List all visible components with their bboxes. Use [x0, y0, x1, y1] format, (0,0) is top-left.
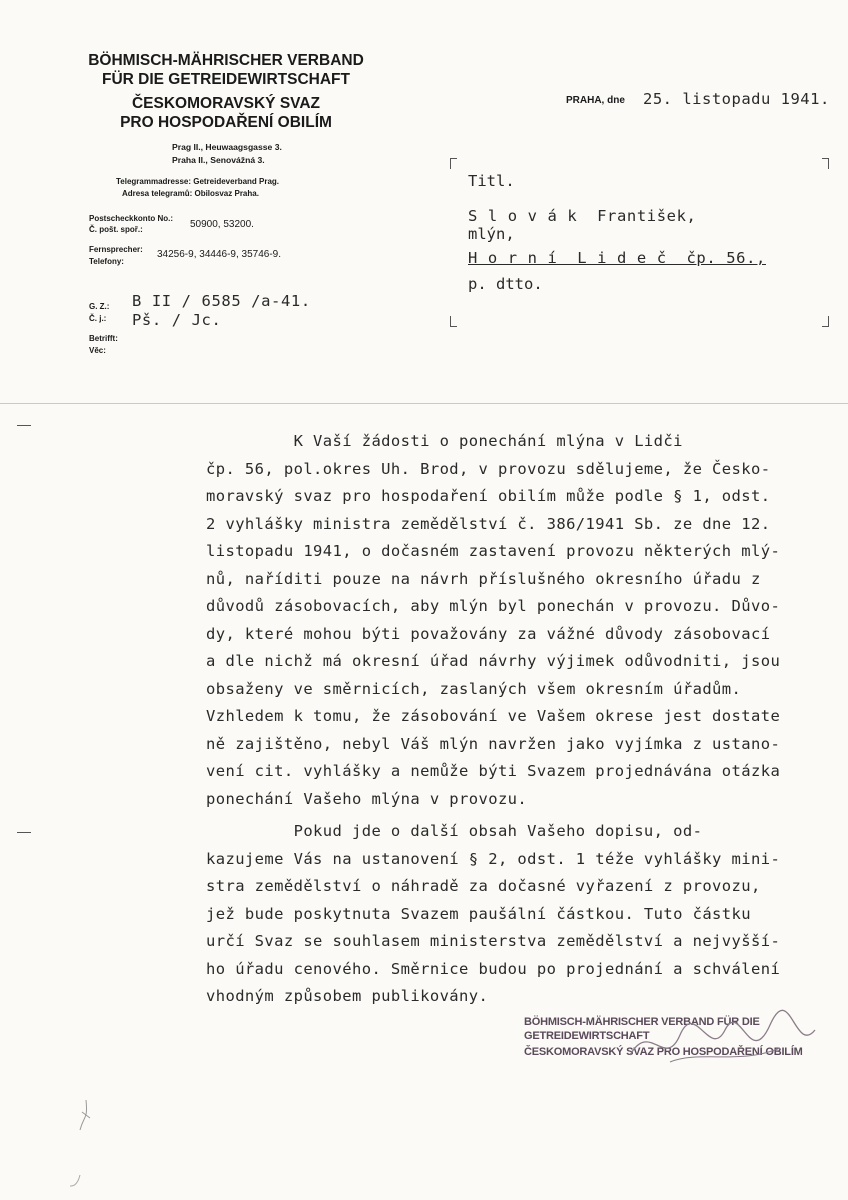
signature: [610, 1000, 830, 1080]
body-line: a dle nichž má okresní úřad návrhy výjimek odůvodniti, jsou: [206, 652, 781, 670]
recipient-title: Titl.: [468, 172, 515, 190]
margin-tick-top: [17, 425, 31, 426]
window-corner-bottom-left: [450, 316, 457, 327]
postcheck-label-cz: Č. pošt. spoř.:: [89, 225, 143, 234]
date-value: 25. listopadu 1941.: [643, 90, 830, 108]
cj-label: Č. j.:: [89, 314, 107, 323]
phone-value: 34256-9, 34446-9, 35746-9.: [157, 249, 281, 260]
stamp-line-2: ČESKOMORAVSKÝ SVAZ PRO HOSPODAŘENÍ OBILÍM: [524, 1046, 803, 1058]
body-line: vhodným způsobem publikovány.: [206, 987, 489, 1005]
stamp-line-1: BÖHMISCH-MÄHRISCHER VERBAND FÜR DIE GETREIDEWIRTSCHAFT: [524, 1016, 760, 1042]
recipient-address: H o r n í L i d e č čp. 56.,: [468, 249, 766, 267]
window-corner-top-right: [822, 158, 829, 169]
cj-value: Pš. / Jc.: [132, 311, 222, 329]
body-line: kazujeme Vás na ustanovení § 2, odst. 1 téže vyhlášky mini-: [206, 849, 781, 868]
body-line: dy, které mohou býti považovány za vážné důvody zásobovací: [206, 624, 771, 643]
address-de: Prag II., Heuwaagsgasse 3.: [172, 142, 282, 152]
date-prefix: PRAHA, dne: [566, 95, 625, 106]
letterhead-line-2: FÜR DIE GETREIDEWIRTSCHAFT: [102, 71, 350, 88]
telegram-cz: Adresa telegramů: Obilosvaz Praha.: [122, 189, 259, 198]
body-line: listopadu 1941, o dočasném zastavení provozu některých mlý-: [206, 542, 781, 560]
body-line: Pokud jde o další obsah Vašeho dopisu, od-: [206, 822, 703, 840]
telegram-de: Telegrammadresse: Getreideverband Prag.: [116, 177, 280, 186]
body-line: nů, naříditi pouze na návrh příslušného okresního úřadu z: [206, 569, 761, 588]
body-line: Vzhledem k tomu, že zásobování ve Vašem okrese jest dostate: [206, 707, 781, 725]
phone-label-de: Fernsprecher:: [89, 245, 143, 254]
letter-body: [206, 428, 780, 1011]
pencil-marks: [70, 1090, 110, 1200]
body-line: ponechání Vašeho mlýna v provozu.: [206, 789, 528, 808]
margin-tick-middle: [17, 832, 31, 833]
vec-label: Věc:: [89, 346, 106, 355]
letterhead-line-3: ČESKOMORAVSKÝ SVAZ: [131, 95, 321, 112]
betrifft-label: Betrifft:: [89, 334, 118, 343]
phone-label-cz: Telefony:: [89, 257, 124, 266]
body-line: 2 vyhlášky ministra zemědělství č. 386/1941 Sb. ze dne 12.: [206, 514, 771, 533]
gz-label: G. Z.:: [89, 302, 110, 311]
body-line: čp. 56, pol.okres Uh. Brod, v provozu sdělujeme, že Česko-: [206, 459, 771, 478]
gz-value: B II / 6585 /a-41.: [132, 292, 311, 310]
body-line: moravský svaz pro hospodaření obilím může podle § 1, odst.: [206, 487, 771, 505]
letterhead-line-1: BÖHMISCH-MÄHRISCHER VERBAND: [88, 52, 364, 69]
address-cz: Praha II., Senovážná 3.: [172, 155, 265, 165]
window-corner-top-left: [450, 158, 457, 169]
body-line: K Vaší žádosti o ponechání mlýna v Lidči: [206, 432, 683, 450]
postcheck-label-de: Postscheckkonto No.:: [89, 214, 174, 223]
letterhead-line-4: PRO HOSPODAŘENÍ OBILÍM: [120, 114, 332, 131]
body-line: ně zajištěno, nebyl Váš mlýn navržen jako vyjímka z ustano-: [206, 734, 781, 753]
body-line: vení cit. vyhlášky a nemůže býti Svazem projednávána otázka: [206, 762, 781, 780]
recipient-post: p. dtto.: [468, 275, 543, 293]
body-line: důvodů zásobovacích, aby mlýn byl ponechán v provozu. Důvo-: [206, 597, 781, 615]
body-line: jež bude poskytnuta Svazem paušální částkou. Tuto částku: [206, 904, 751, 923]
fold-line: [0, 403, 848, 404]
body-line: určí Svaz se souhlasem ministerstva zemědělství a nejvyšší-: [206, 932, 781, 950]
body-line: ho úřadu cenového. Směrnice budou po projednání a schválení: [206, 959, 781, 978]
body-line: stra zemědělství o náhradě za dočasné vyřazení z provozu,: [206, 877, 761, 895]
body-line: obsaženy ve směrnicích, zaslaných všem okresním úřadům.: [206, 679, 742, 698]
recipient-occupation: mlýn,: [468, 225, 515, 243]
window-corner-bottom-right: [822, 316, 829, 327]
letterhead-org-name: [76, 51, 376, 132]
postcheck-value: 50900, 53200.: [190, 219, 254, 230]
recipient-name: S l o v á k František,: [468, 207, 697, 225]
